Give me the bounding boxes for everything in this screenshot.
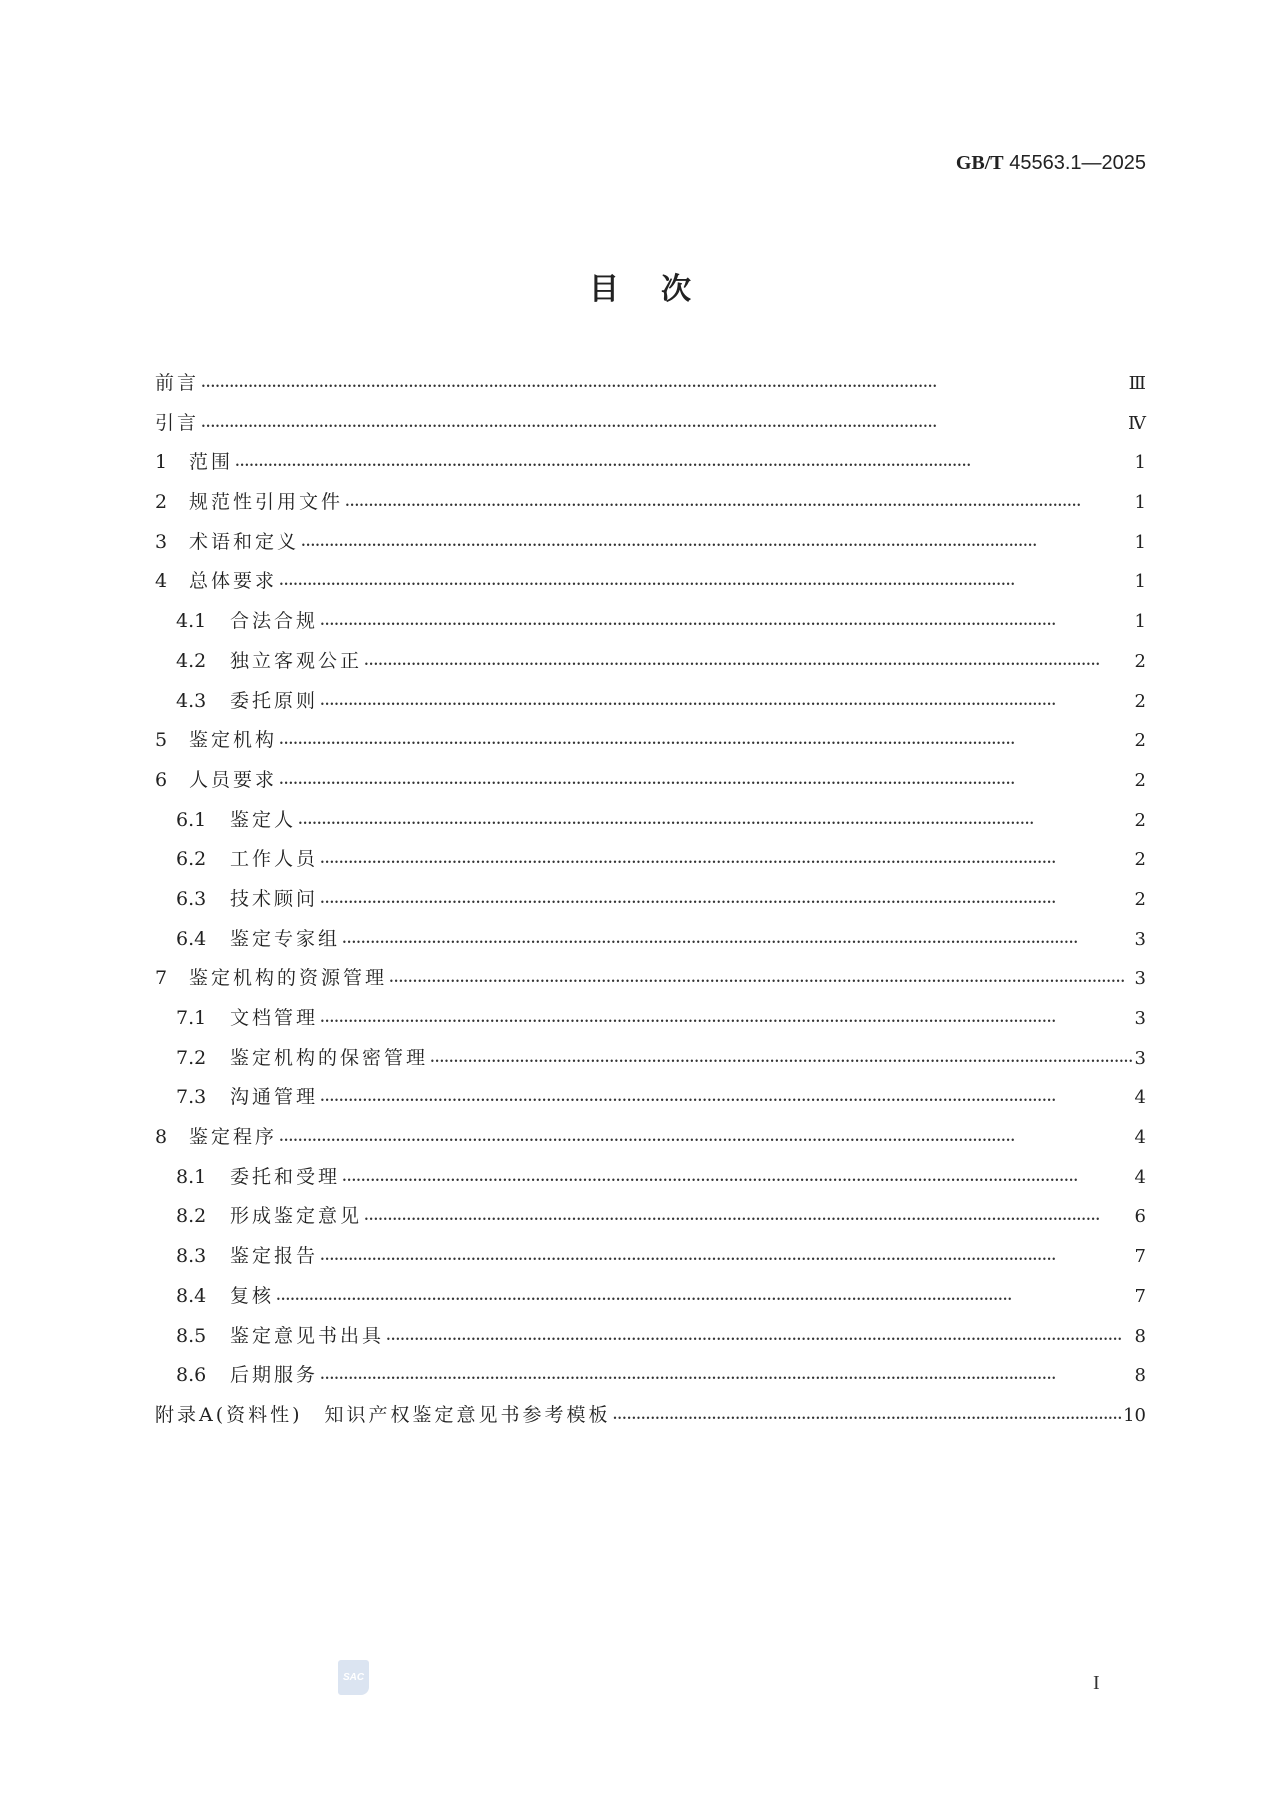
toc-entry-label: 独立客观公正 xyxy=(230,649,363,672)
toc-entry[interactable] xyxy=(155,1201,1146,1241)
dot-leader xyxy=(320,693,1133,711)
dot-leader xyxy=(386,1328,1133,1346)
toc-entry[interactable] xyxy=(155,884,1146,924)
toc-entry-label: 鉴定报告 xyxy=(230,1245,319,1268)
toc-entry-number: 4 xyxy=(155,570,168,593)
toc-entry-page: 2 xyxy=(1134,690,1146,712)
toc-entry-number: 4.1 xyxy=(176,610,207,633)
toc-entry-number: 4.3 xyxy=(176,689,207,712)
dot-leader xyxy=(276,1288,1133,1306)
toc-entry-page: 2 xyxy=(1134,650,1146,672)
toc-entry-number: 6.2 xyxy=(176,848,207,871)
toc-entry[interactable] xyxy=(155,963,1146,1003)
toc-entry[interactable] xyxy=(155,1241,1146,1281)
toc-entry-page: 7 xyxy=(1134,1246,1146,1268)
toc-entry-page: 2 xyxy=(1134,769,1146,791)
dot-leader xyxy=(389,970,1133,988)
toc-entry-label: 范围 xyxy=(189,451,234,474)
toc-entry-label: 鉴定机构的保密管理 xyxy=(230,1046,429,1069)
toc-entry[interactable] xyxy=(155,1281,1146,1321)
toc-entry[interactable] xyxy=(155,686,1146,726)
toc-entry-label: 鉴定机构的资源管理 xyxy=(189,967,388,990)
toc-entry[interactable] xyxy=(155,1122,1146,1162)
toc-entry-page: 8 xyxy=(1134,1365,1146,1387)
toc-entry[interactable] xyxy=(155,368,1146,408)
toc-entry-label: 沟通管理 xyxy=(230,1086,319,1109)
toc-entry-page: 3 xyxy=(1134,1047,1146,1069)
toc-entry-label: 附录A(资料性) 知识产权鉴定意见书参考模板 xyxy=(155,1403,611,1426)
toc-entry-page: 1 xyxy=(1134,611,1146,633)
toc-entry[interactable] xyxy=(155,1082,1146,1122)
toc-entry[interactable] xyxy=(155,408,1146,448)
standard-code xyxy=(956,152,1146,175)
dot-leader xyxy=(320,1248,1133,1266)
toc-entry-page: 1 xyxy=(1134,571,1146,593)
toc-entry[interactable] xyxy=(155,805,1146,845)
dot-leader xyxy=(320,613,1133,631)
toc-entry-number: 6 xyxy=(155,768,168,791)
dot-leader xyxy=(320,851,1133,869)
toc-entry-number: 7.3 xyxy=(176,1086,207,1109)
toc-entry[interactable] xyxy=(155,1043,1146,1083)
toc-entry-number: 8 xyxy=(155,1126,168,1149)
toc-entry-page: 3 xyxy=(1134,1008,1146,1029)
dot-leader xyxy=(201,375,1127,393)
toc-entry[interactable] xyxy=(155,725,1146,765)
toc-entry-page: 10 xyxy=(1123,1404,1146,1426)
dot-leader xyxy=(320,1367,1133,1385)
dot-leader xyxy=(279,573,1133,591)
toc-entry[interactable] xyxy=(155,606,1146,646)
dot-leader xyxy=(320,1089,1133,1107)
toc-entry-number: 8.3 xyxy=(176,1245,207,1268)
toc-entry-number: 8.5 xyxy=(176,1324,207,1347)
toc-entry-number: 7.2 xyxy=(176,1046,207,1069)
toc-entry-label: 合法合规 xyxy=(230,610,319,633)
toc-entry-number: 8.4 xyxy=(176,1284,207,1307)
toc-entry[interactable] xyxy=(155,844,1146,884)
dot-leader xyxy=(279,732,1133,750)
dot-leader xyxy=(298,812,1133,830)
toc-entry-number: 6.4 xyxy=(176,927,207,950)
dot-leader xyxy=(320,891,1133,909)
toc-entry-label: 引言 xyxy=(155,411,200,434)
toc-entry-label: 复核 xyxy=(230,1284,275,1307)
toc-entry[interactable] xyxy=(155,1321,1146,1361)
toc-entry-label: 鉴定专家组 xyxy=(230,927,341,950)
dot-leader xyxy=(201,415,1126,433)
dot-leader xyxy=(364,1208,1133,1226)
dot-leader xyxy=(301,534,1133,552)
toc-entry-page: 1 xyxy=(1134,452,1146,474)
dot-leader xyxy=(342,931,1133,949)
toc-entry-page: 4 xyxy=(1134,1127,1146,1149)
dot-leader xyxy=(279,1129,1133,1147)
toc-entry-number: 3 xyxy=(155,530,168,553)
toc-entry-label: 工作人员 xyxy=(230,848,319,871)
toc-entry-label: 技术顾问 xyxy=(230,887,319,910)
toc-entry-label: 鉴定人 xyxy=(230,808,297,831)
toc-entry-page: 3 xyxy=(1134,928,1146,950)
toc-entry-label: 术语和定义 xyxy=(189,530,300,553)
toc-entry-page: 2 xyxy=(1134,849,1146,871)
dot-leader xyxy=(279,772,1133,790)
dot-leader xyxy=(345,494,1133,512)
toc-entry[interactable] xyxy=(155,1400,1146,1440)
toc-entry[interactable] xyxy=(155,1162,1146,1202)
toc-entry[interactable] xyxy=(155,646,1146,686)
toc-entry-page: Ⅲ xyxy=(1128,373,1146,394)
toc-entry-number: 8.2 xyxy=(176,1205,207,1228)
toc-entry-page: 1 xyxy=(1134,492,1146,514)
toc-entry-number: 7.1 xyxy=(176,1007,207,1029)
toc-entry[interactable] xyxy=(155,1003,1146,1043)
toc-entry-label: 形成鉴定意见 xyxy=(230,1205,363,1228)
toc-entry-number: 4.2 xyxy=(176,649,207,672)
toc-entry[interactable] xyxy=(155,447,1146,487)
dot-leader xyxy=(430,1050,1133,1068)
toc-entry-number: 5 xyxy=(155,729,168,752)
dot-leader xyxy=(342,1169,1133,1187)
toc-entry-label: 前言 xyxy=(155,372,200,394)
toc-entry-number: 6.3 xyxy=(176,887,207,910)
toc-entry[interactable] xyxy=(155,1360,1146,1400)
toc-entry[interactable] xyxy=(155,924,1146,964)
toc-entry[interactable] xyxy=(155,487,1146,527)
page-number: I xyxy=(1093,1672,1100,1694)
toc-entry-page: Ⅳ xyxy=(1128,412,1146,434)
toc-entry-label: 委托原则 xyxy=(230,689,319,712)
dot-leader xyxy=(235,454,1133,472)
toc-entry-page: 2 xyxy=(1134,888,1146,910)
toc-entry-page: 3 xyxy=(1134,968,1146,990)
toc-entry-page: 6 xyxy=(1134,1206,1146,1228)
toc-entry-page: 7 xyxy=(1134,1285,1146,1307)
toc-entry-page: 4 xyxy=(1134,1166,1146,1188)
toc-entry-number: 8.1 xyxy=(176,1165,207,1188)
toc-entry[interactable] xyxy=(155,566,1146,606)
toc-entry-label: 规范性引用文件 xyxy=(189,491,344,514)
toc-entry-label: 人员要求 xyxy=(189,768,278,791)
toc-entry-number: 8.6 xyxy=(176,1364,207,1387)
toc-entry-page: 8 xyxy=(1134,1325,1146,1347)
toc-entry-label: 鉴定意见书出具 xyxy=(230,1324,385,1347)
dot-leader xyxy=(613,1407,1122,1425)
dot-leader xyxy=(320,1010,1133,1028)
code-number: 45563.1—2025 xyxy=(1009,152,1146,174)
dot-leader xyxy=(364,653,1133,671)
toc-entry-label: 后期服务 xyxy=(230,1364,319,1387)
toc-entry-number: 2 xyxy=(155,491,168,514)
toc-entry-label: 鉴定机构 xyxy=(189,729,278,752)
toc-entry-page: 4 xyxy=(1134,1087,1146,1109)
toc-entry-number: 6.1 xyxy=(176,808,207,831)
code-prefix: GB/T xyxy=(955,152,1004,174)
toc-entry[interactable] xyxy=(155,765,1146,805)
toc-entry-page: 2 xyxy=(1134,809,1146,831)
toc-entry-label: 鉴定程序 xyxy=(189,1126,278,1149)
table-of-contents xyxy=(155,368,1146,1440)
sac-logo: SAC xyxy=(338,1660,369,1695)
toc-entry-label: 委托和受理 xyxy=(230,1165,341,1188)
page-title: 目次 xyxy=(589,272,733,307)
toc-entry-number: 7 xyxy=(155,967,168,990)
toc-entry-page: 2 xyxy=(1134,730,1146,752)
toc-entry-number: 1 xyxy=(155,451,168,474)
toc-entry-page: 1 xyxy=(1134,531,1146,553)
toc-entry[interactable] xyxy=(155,527,1146,567)
toc-entry-label: 文档管理 xyxy=(230,1007,319,1029)
toc-entry-label: 总体要求 xyxy=(189,570,278,593)
